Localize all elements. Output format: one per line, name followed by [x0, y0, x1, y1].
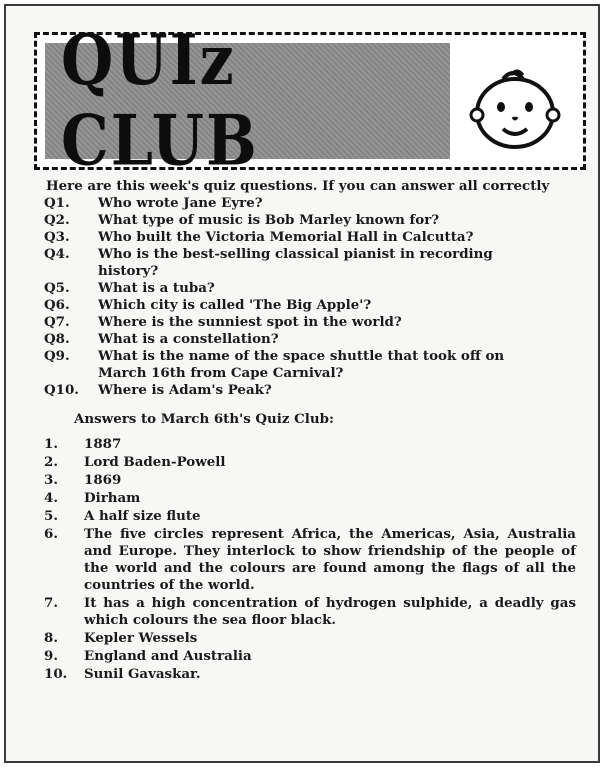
answer-text: Lord Baden-Powell [84, 454, 226, 470]
question-number: Q4. [44, 246, 70, 262]
answer-item [44, 595, 584, 629]
question-text: Who built the Victoria Memorial Hall in Calcutta? [98, 229, 474, 245]
question-number: Q5. [44, 280, 70, 296]
answer-text: Kepler Wessels [84, 630, 198, 646]
answers-heading: Answers to March 6th's Quiz Club: [74, 411, 334, 427]
page-title: QUIz CLUB [61, 20, 259, 182]
answer-text: It has a high concentration of hydrogen sulphide, a deadly gas which colours the sea floor black. [84, 595, 576, 628]
answer-item [44, 454, 584, 471]
answer-list [44, 436, 584, 683]
answer-item [44, 436, 584, 453]
question-text: Who is the best-selling classical pianist in recording history? [98, 246, 493, 279]
answer-number: 4. [44, 490, 58, 506]
question-number: Q1. [44, 195, 70, 211]
answer-text: 1887 [84, 436, 122, 452]
question-list [44, 195, 584, 399]
question-number: Q10. [44, 382, 79, 398]
question-item [44, 348, 584, 382]
intro-text: Here are this week's quiz questions. If you can answer all correctly [46, 178, 550, 194]
question-text: What is a constellation? [98, 331, 279, 347]
question-item [44, 229, 584, 246]
question-text: What is the name of the space shuttle that took off on March 16th from Cape Carnival? [98, 348, 505, 381]
quiz-club-header [34, 20, 586, 182]
question-item [44, 246, 584, 280]
question-item [44, 314, 584, 331]
answer-item [44, 630, 584, 647]
answer-number: 6. [44, 526, 58, 542]
question-text: What is a tuba? [98, 280, 215, 296]
answer-item [44, 508, 584, 525]
question-text: Who wrote Jane Eyre? [98, 195, 263, 211]
answer-text: Dirham [84, 490, 141, 506]
answer-item [44, 648, 584, 665]
baby-face-icon [467, 63, 563, 153]
answer-number: 10. [44, 666, 68, 682]
answer-item [44, 472, 584, 489]
answer-text: England and Australia [84, 648, 252, 664]
answer-number: 9. [44, 648, 58, 664]
question-number: Q8. [44, 331, 70, 347]
question-number: Q9. [44, 348, 70, 364]
question-number: Q6. [44, 297, 70, 313]
question-text: What type of music is Bob Marley known for? [98, 212, 440, 228]
title-band [45, 20, 450, 182]
question-item [44, 195, 584, 212]
answer-item [44, 490, 584, 507]
answer-number: 8. [44, 630, 58, 646]
answer-number: 2. [44, 454, 58, 470]
question-item [44, 297, 584, 314]
answer-number: 7. [44, 595, 58, 611]
answer-text: A half size flute [84, 508, 201, 524]
answer-text: 1869 [84, 472, 122, 488]
answer-item [44, 526, 584, 594]
answer-number: 3. [44, 472, 58, 488]
answer-text: The five circles represent Africa, the Americas, Asia, Australia and Europe. They interlock to show friendship of the people of the world and the colours are found among the flags of all the countries of the world. [84, 526, 576, 593]
question-text: Where is the sunniest spot in the world? [98, 314, 402, 330]
question-number: Q2. [44, 212, 70, 228]
newspaper-clipping [4, 4, 600, 763]
answer-item [44, 666, 584, 683]
question-item [44, 382, 584, 399]
question-item [44, 280, 584, 297]
question-number: Q3. [44, 229, 70, 245]
question-item [44, 331, 584, 348]
answer-text: Sunil Gavaskar. [84, 666, 201, 682]
question-item [44, 212, 584, 229]
question-text: Which city is called 'The Big Apple'? [98, 297, 372, 313]
answer-number: 1. [44, 436, 58, 452]
answer-number: 5. [44, 508, 58, 524]
question-text: Where is Adam's Peak? [98, 382, 272, 398]
quiz-content [44, 178, 584, 684]
question-number: Q7. [44, 314, 70, 330]
